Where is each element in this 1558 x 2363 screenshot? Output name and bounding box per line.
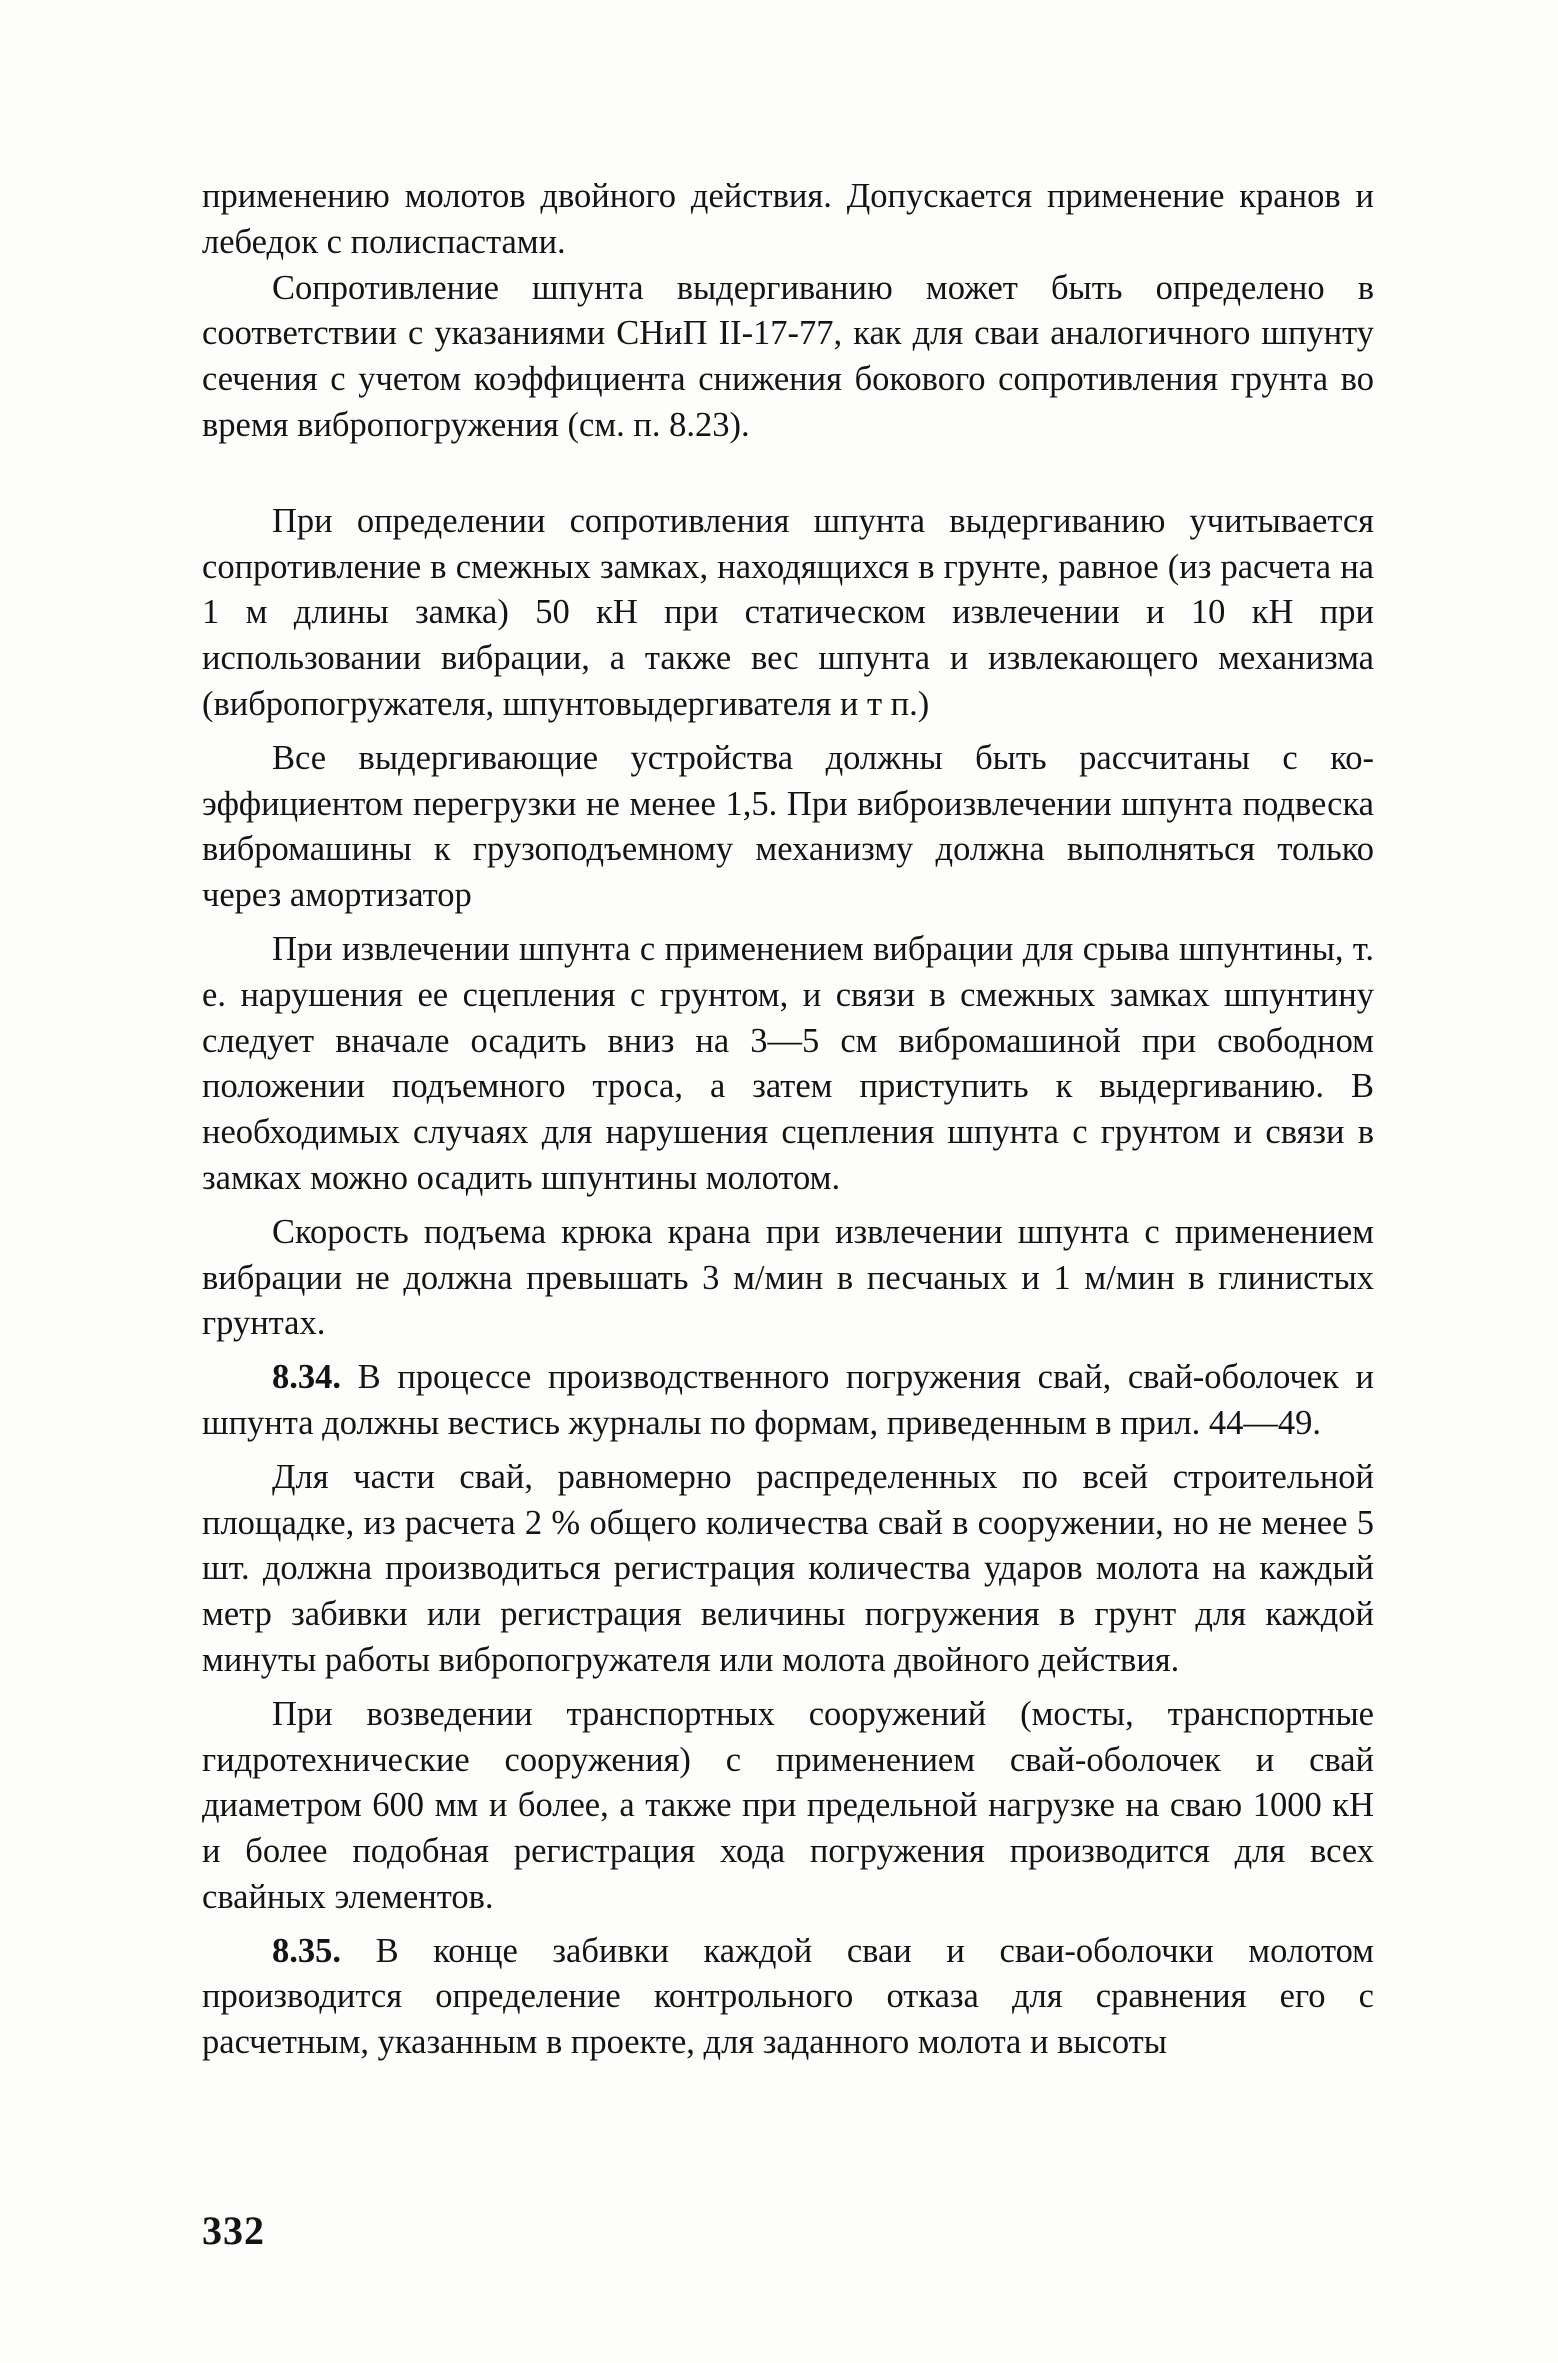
- section-number-8-35: 8.35.: [272, 1931, 341, 1970]
- paragraph-sheet-pile-resistance: Сопротивление шпунта выдергиванию может быть определено в соответствии с указаниями СНиП II-17-77, как для сваи аналогичного шпунту сечения с учетом коэффициента снижения бокового сопротивления грунта во время вибропогружения (см. п. 8.23).: [202, 268, 1374, 444]
- paragraph-vibration-extraction: При извлечении шпунта с применением вибрации для срыва шпунтины, т. е. нарушения ее сцепления с грунтом, и связи в смежных замках шпунтину следует вначале осадить вниз на 3—5 см вибромашиной при свободном положении подъемного троса, а затем приступить к выдергиванию. В необходимых случаях для нарушения сцепления шпунта с грунтом и связи в замках можно осадить шпунтины молотом.: [202, 929, 1374, 1197]
- paragraph-continuation: применению молотов двойного действия. Допускается применение кранов и лебедок с полиспастами.: [202, 177, 1374, 261]
- section-number-8-34: 8.34.: [272, 1358, 341, 1397]
- section-8-34-text: В процессе производственного погружения свай, свай-оболочек и шпунта должны вестись журналы по формам, приведенным в прил. 44—49.: [202, 1358, 1375, 1442]
- paragraph-section-8-35: [202, 1929, 1374, 2066]
- body-text: [202, 174, 1374, 2066]
- paragraph-lock-resistance: При определении сопротивления шпунта выдергиванию учитывается сопротивление в смежных замках, находящихся в грунте, равное (из расчета на 1 м длины замка) 50 кН при статическом извлечении и 10 кН при использовании вибрации, а также вес шпунта и извлекающего механизма (вибропогружателя, шпунтовыдергивателя и т п.): [202, 501, 1374, 723]
- paragraph-registration: Для части свай, равномерно распределенных по всей строительной площадке, из расчета 2 % общего количества свай в сооружении, но не менее 5 шт. должна производиться регистрация количества ударов молота на каждый метр забивки или регистрация величины погружения в грунт для каждой минуты работы вибропогружателя или молота двойного действия.: [202, 1457, 1374, 1679]
- paragraph-transport-structures: При возведении транспортных сооружений (мосты, транспортные гидротехнические сооружения) с применением свай-оболочек и свай диаметром 600 мм и более, а также при предельной нагрузке на сваю 1000 кН и более подобная регистрация хода погружения производится для всех свайных элементов.: [202, 1694, 1374, 1916]
- paragraph-section-8-34: [202, 1355, 1374, 1447]
- page-number: 332: [202, 2208, 265, 2253]
- paragraph-hook-speed: Скорость подъема крюка крана при извлечении шпунта с применением вибрации не должна превышать 3 м/мин в песчаных и 1 м/мин в глинистых грунтах.: [202, 1212, 1374, 1343]
- section-8-35-text: В конце забивки каждой сваи и сваи-оболочки молотом производится определение контрольного отказа для сравнения его с расчетным, указанным в проекте, для заданного молота и высоты: [202, 1931, 1374, 2062]
- paragraph-pulling-devices: Все выдергивающие устройства должны быть рассчитаны с коэффициентом перегрузки не менее 1,5. При виброизвлечении шпунта подвеска вибромашины к грузоподъемному механизму должна выполняться только через амортизатор: [202, 738, 1374, 915]
